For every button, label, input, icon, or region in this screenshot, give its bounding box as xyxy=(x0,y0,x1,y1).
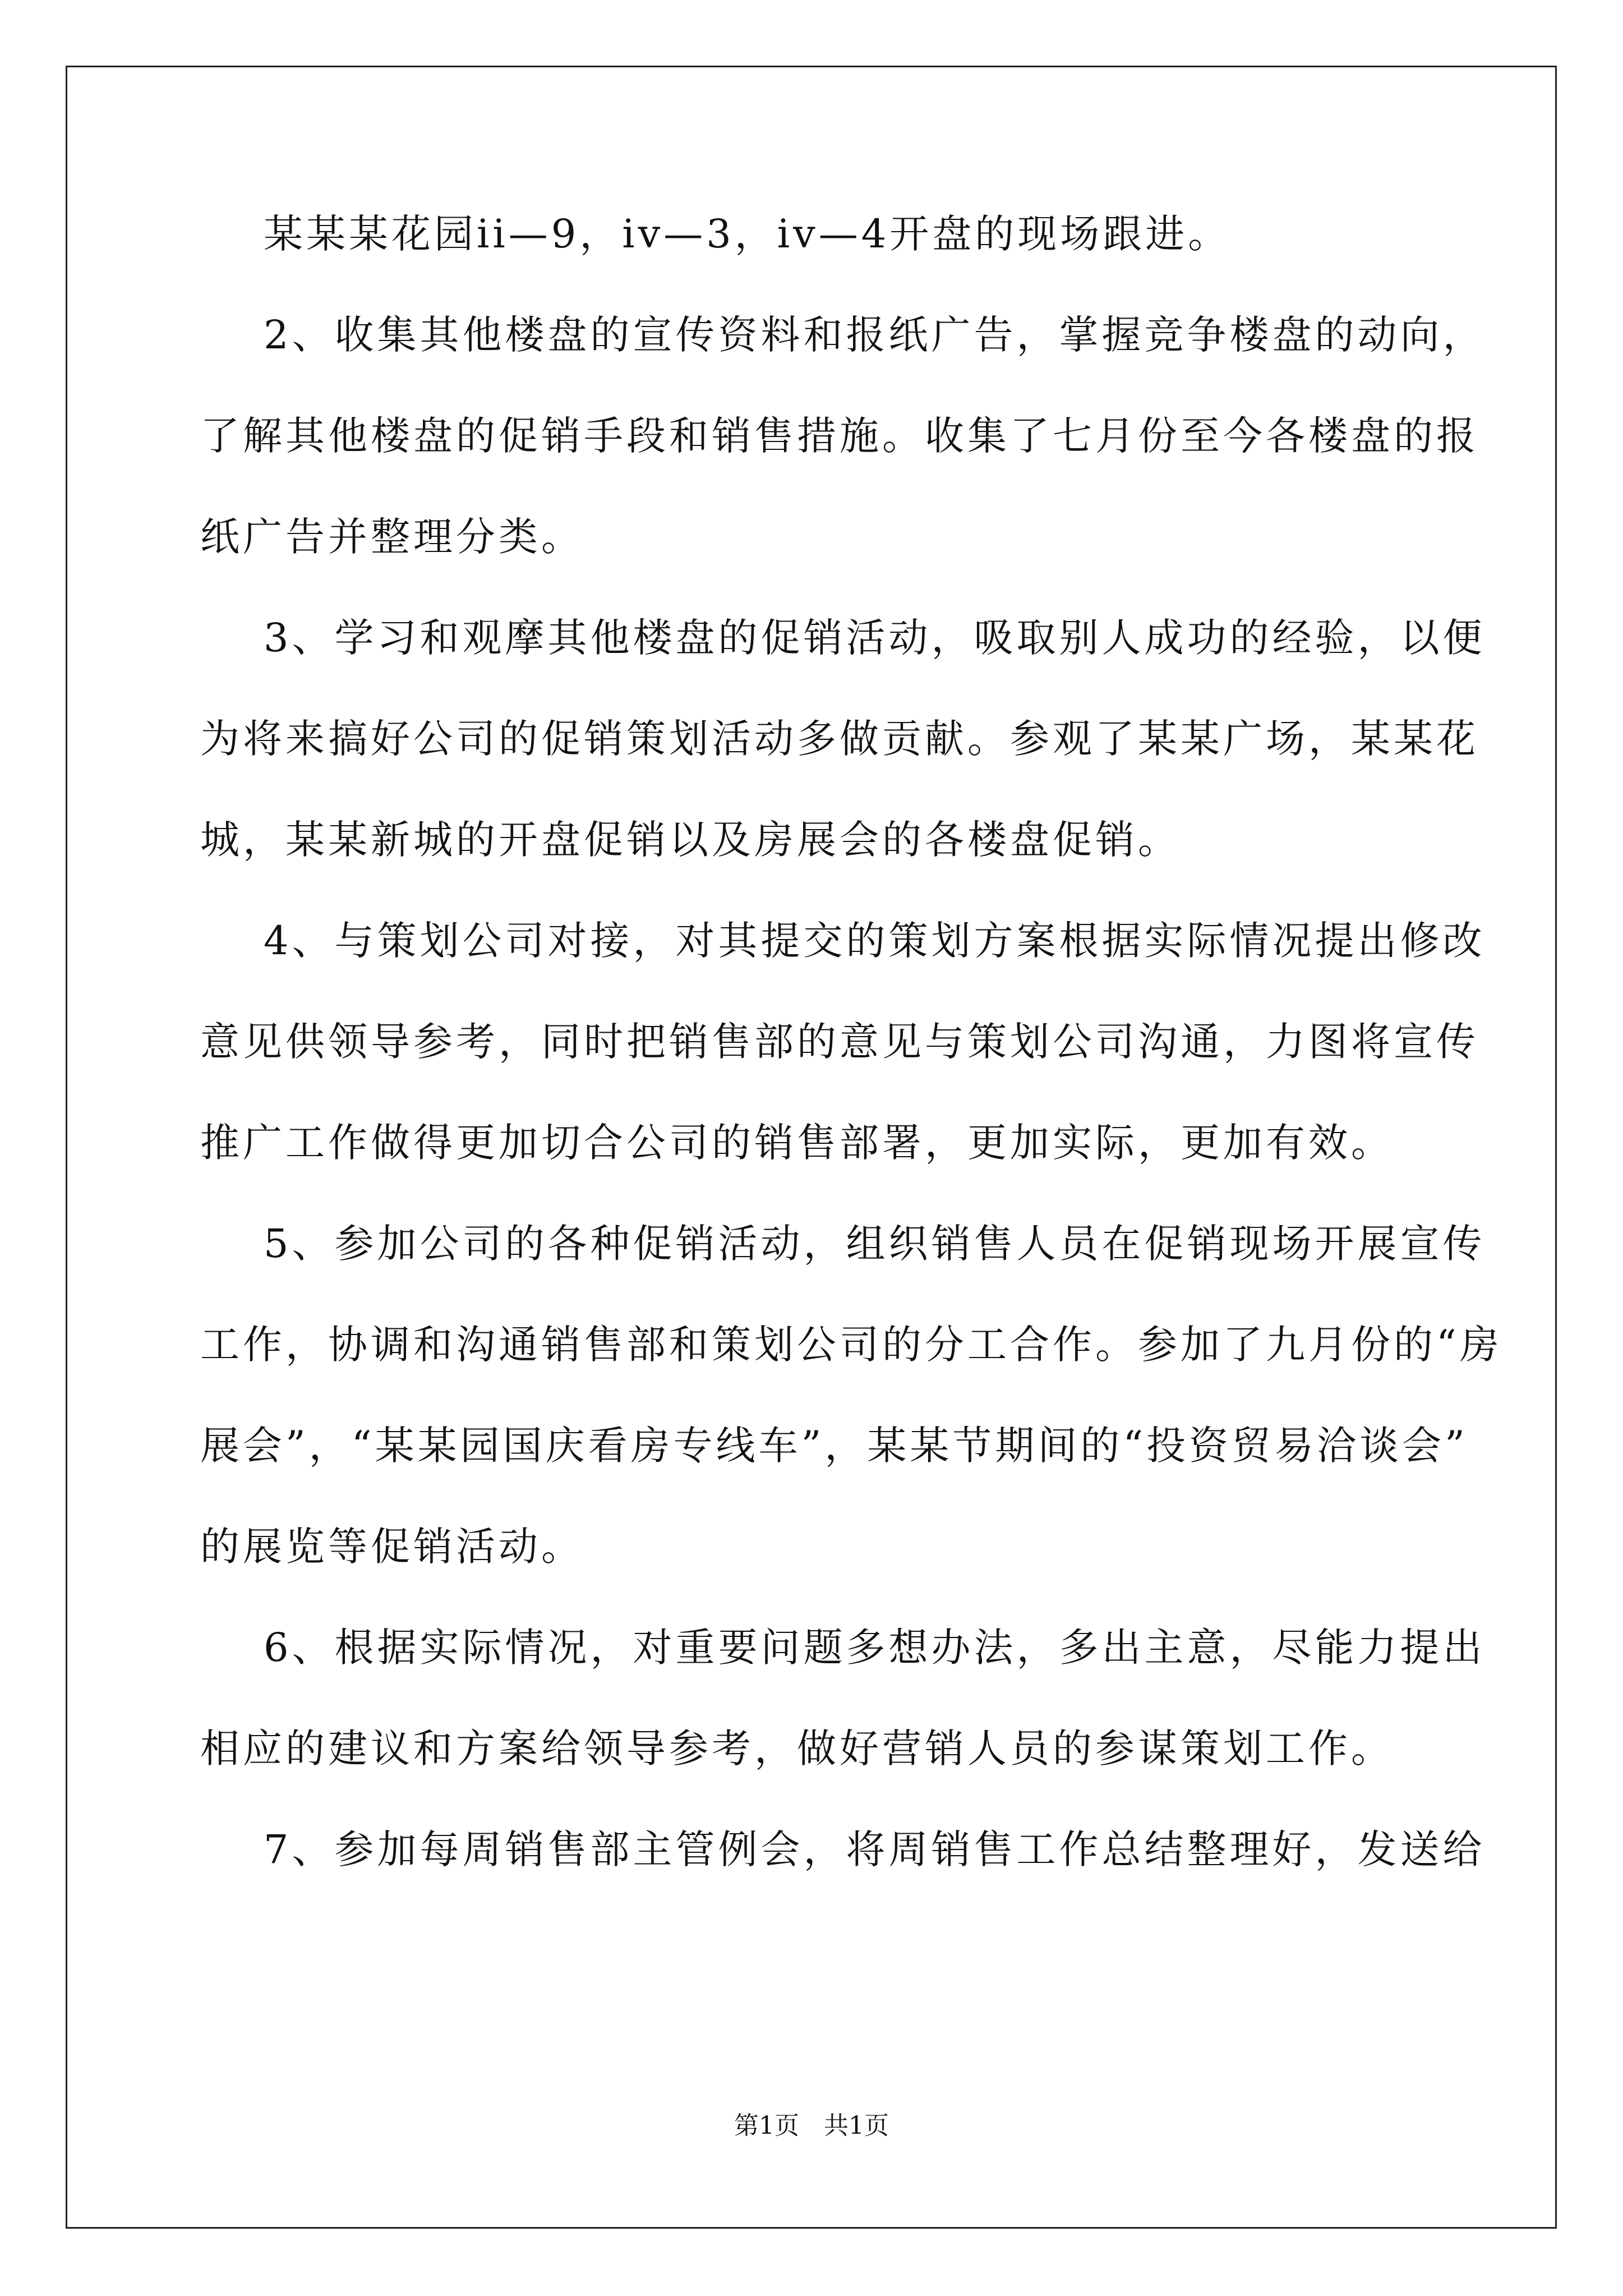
text-line: 7、参加每周销售部主管例会，将周销售工作总结整理好，发送给 xyxy=(200,1826,1486,1872)
text-line: 了解其他楼盘的促销手段和销售措施。收集了七月份至今各楼盘的报 xyxy=(200,413,1479,459)
text-line: 城，某某新城的开盘促销以及房展会的各楼盘促销。 xyxy=(200,817,1181,863)
text-line: 的展览等促销活动。 xyxy=(200,1524,584,1570)
text-line: 3、学习和观摩其他楼盘的促销活动，吸取别人成功的经验，以便 xyxy=(200,615,1486,661)
text-line: 相应的建议和方案给领导参考，做好营销人员的参谋策划工作。 xyxy=(200,1726,1394,1772)
text-line: 工作，协调和沟通销售部和策划公司的分工合作。参加了九月份的“房 xyxy=(200,1322,1502,1368)
text-line: 4、与策划公司对接，对其提交的策划方案根据实际情况提出修改 xyxy=(200,918,1486,964)
text-line: 某某某花园ii—9，iv—3，iv—4开盘的现场跟进。 xyxy=(200,211,1231,257)
text-line: 纸广告并整理分类。 xyxy=(200,514,584,560)
text-line: 2、收集其他楼盘的宣传资料和报纸广告，掌握竞争楼盘的动向， xyxy=(200,312,1486,358)
text-line: 5、参加公司的各种促销活动，组织销售人员在促销现场开展宣传 xyxy=(200,1221,1486,1267)
text-line: 6、根据实际情况，对重要问题多想办法，多出主意，尽能力提出 xyxy=(200,1625,1486,1671)
text-line: 展会”，“某某园国庆看房专线车”，某某节期间的“投资贸易洽谈会” xyxy=(200,1423,1468,1469)
text-line: 为将来搞好公司的促销策划活动多做贡献。参观了某某广场，某某花 xyxy=(200,716,1479,762)
page-number-footer: 第1页 共1页 xyxy=(734,2111,889,2140)
text-line: 推广工作做得更加切合公司的销售部署，更加实际，更加有效。 xyxy=(200,1120,1394,1166)
text-line: 意见供领导参考，同时把销售部的意见与策划公司沟通，力图将宣传 xyxy=(200,1019,1479,1065)
